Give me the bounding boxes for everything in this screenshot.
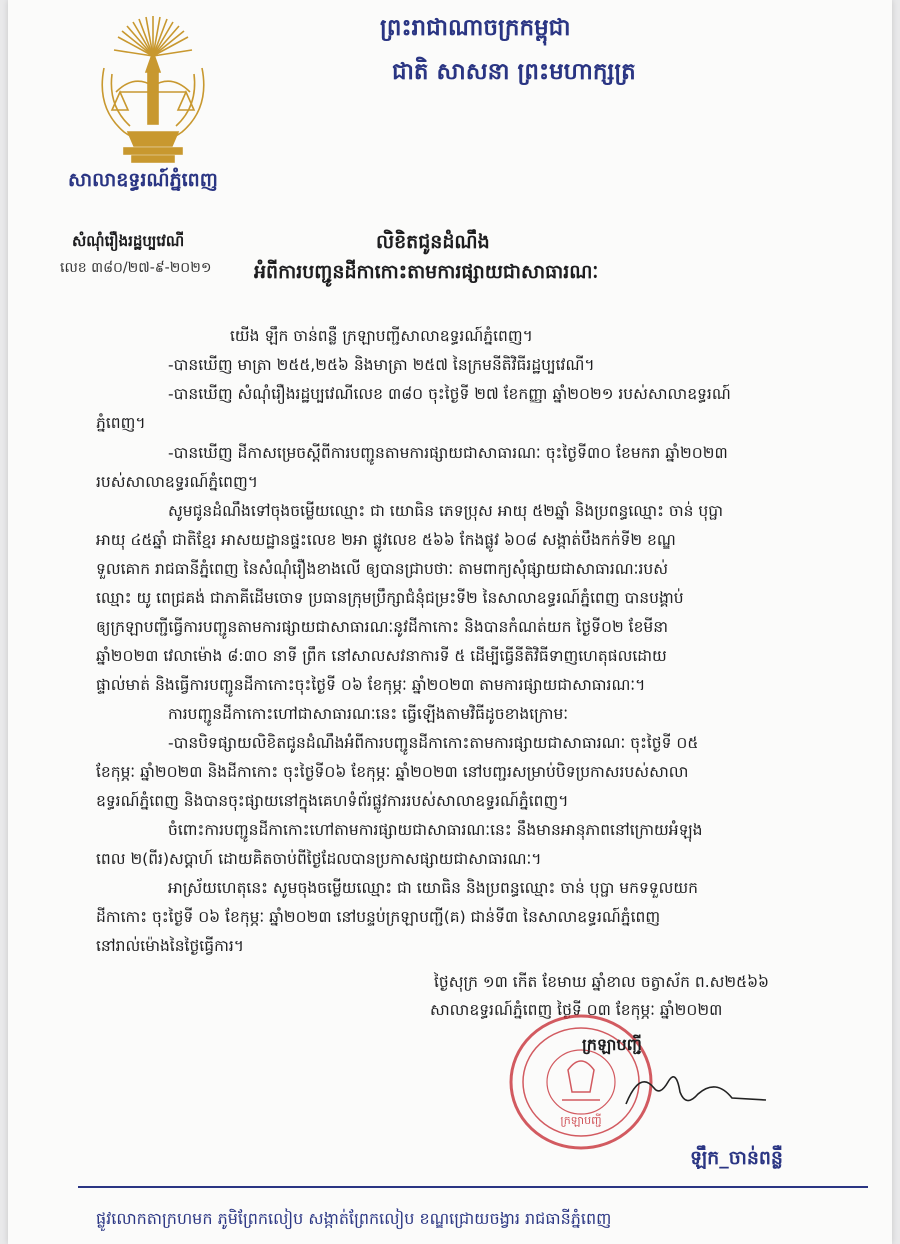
body-line: -បានឃើញ សំណុំរឿងរដ្ឋប្បវេណីលេខ ៣៨០ ចុះថ្ងៃទី ២៧ ខែកញ្ញា ឆ្នាំ២០២១ របស់សាលាឧទ្ធរណ៍ bbox=[168, 385, 731, 403]
footer-divider bbox=[78, 1186, 868, 1188]
body-line: ភ្នំពេញ។ bbox=[96, 414, 146, 432]
stamp-label: ក្រឡាបញ្ជី bbox=[560, 1114, 602, 1127]
body-line: ដីកាកោះ ចុះថ្ងៃទី ០៦ ខែកុម្ភៈ ឆ្នាំ២០២៣ នៅបន្ទប់ក្រឡាបញ្ជី(គ) ជាន់ទី៣ នៃសាលាឧទ្ធរណ៍ភ្នំពេញ bbox=[96, 908, 661, 926]
body-line: យើង ឡឹក ចាន់ពន្លឺ ក្រឡាបញ្ជីសាលាឧទ្ធរណ៍ភ្នំពេញ។ bbox=[230, 327, 533, 345]
footer-address: ផ្លូវលោកតាក្រហមក ភូមិព្រែកលៀប សង្កាត់ព្រែកលៀប ខណ្ឌជ្រោយចង្វារ រាជធានីភ្នំពេញ bbox=[96, 1209, 612, 1228]
document-page bbox=[8, 0, 892, 1244]
case-label: សំណុំរឿងរដ្ឋប្បវេណី bbox=[72, 232, 185, 250]
signatory-name: ឡឹក_ចាន់ពន្លឺ bbox=[690, 1147, 783, 1169]
body-line: -បានបិទផ្សាយលិខិតជូនដំណឹងអំពីការបញ្ជូនដីកាកោះតាមការផ្សាយជាសាធារណៈ ចុះថ្ងៃទី ០៥ bbox=[168, 734, 699, 752]
body-line: ឲ្យក្រឡាបញ្ជីធ្វើការបញ្ជូនតាមការផ្សាយជាសាធារណៈនូវដីកាកោះ និងបានកំណត់យក ថ្ងៃទី០២ ខែមីនា bbox=[96, 618, 669, 636]
handwritten-signature-icon bbox=[620, 1058, 770, 1118]
body-line: របស់សាលាឧទ្ធរណ៍ភ្នំពេញ។ bbox=[96, 473, 258, 491]
body-line: ការបញ្ជូនដីកាកោះហៅជាសាធារណៈនេះ ធ្វើឡើងតាមវិធីដូចខាងក្រោមៈ bbox=[168, 705, 569, 723]
case-number: លេខ ៣៨០/២៧-៩-២០២១ bbox=[60, 260, 212, 276]
body-line: អាយុ ៤៥ឆ្នាំ ជាតិខ្មែរ អាសយដ្ឋានផ្ទះលេខ ២អា ផ្លូវលេខ ៥៦៦ កែងផ្លូវ ៦០៨ សង្កាត់បឹងកក់ទី២ ខណ្ឌ bbox=[96, 531, 676, 549]
lunar-date: ថ្ងៃសុក្រ ១៣ កើត ខែមាឃ ឆ្នាំខាល ចត្វាស័ក ព.ស២៥៦៦ bbox=[434, 973, 770, 991]
court-crest-icon bbox=[94, 8, 212, 168]
body-line: អាស្រ័យហេតុនេះ សូមចុងចម្លើយឈ្មោះ ជា យោធិន និងប្រពន្ធឈ្មោះ ចាន់ បុប្ផា មកទទួលយក bbox=[168, 879, 698, 897]
document-subtitle: អំពីការបញ្ជូនដីកាកោះតាមការផ្សាយជាសាធារណៈ bbox=[254, 261, 599, 283]
body-line: ចំពោះការបញ្ជូនដីកាកោះហៅតាមការផ្សាយជាសាធារណៈនេះ នឹងមានអានុភាពនៅក្រោយអំឡុង bbox=[168, 821, 703, 839]
gregorian-date: សាលាឧទ្ធរណ៍ភ្នំពេញ ថ្ងៃទី ០៣ ខែកុម្ភៈ ឆ្នាំ២០២៣ bbox=[430, 1001, 723, 1019]
document-title: លិខិតជូនដំណឹង bbox=[376, 231, 490, 253]
body-line: ទួលគោក រាជធានីភ្នំពេញ នៃសំណុំរឿងខាងលើ ឲ្យបានជ្រាបថាៈ តាមពាក្យសុំផ្សាយជាសាធារណៈរបស់ bbox=[96, 560, 668, 578]
body-line: ពេល ២(ពីរ)សប្តាហ៍ ដោយគិតចាប់ពីថ្ងៃដែលបានប្រកាសផ្សាយជាសាធារណៈ។ bbox=[96, 850, 542, 868]
body-line: ផ្ទាល់មាត់ និងធ្វើការបញ្ជូនដីកាកោះចុះថ្ងៃទី ០៦ ខែកុម្ភៈ ឆ្នាំ២០២៣ តាមការផ្សាយជាសាធារណៈ។ bbox=[96, 676, 646, 694]
kingdom-heading: ព្រះរាជាណាចក្រកម្ពុជា bbox=[380, 15, 571, 41]
court-name: សាលាឧទ្ធរណ៍ភ្នំពេញ bbox=[68, 169, 218, 191]
signatory-title: ក្រឡាបញ្ជី bbox=[582, 1035, 642, 1054]
national-motto: ជាតិ សាសនា ព្រះមហាក្សត្រ bbox=[392, 59, 636, 85]
body-line: ឈ្មោះ យូ ពេជ្រគង់ ជាភាគីដើមចោទ ប្រធានក្រុមប្រឹក្សាជំនុំជម្រះទី២ នៃសាលាឧទ្ធរណ៍ភ្នំពេញ បានបង្គាប់ bbox=[96, 589, 684, 607]
body-line: នៅរាល់ម៉ោងនៃថ្ងៃធ្វើការ។ bbox=[96, 937, 244, 955]
body-line: ខែកុម្ភៈ ឆ្នាំ២០២៣ និងដីកាកោះ ចុះថ្ងៃទី០៦ ខែកុម្ភៈ ឆ្នាំ២០២៣ នៅបញ្ជរសម្រាប់បិទប្រកាសរបស់សាលា bbox=[96, 763, 689, 781]
body-line: -បានឃើញ ដីកាសម្រេចស្តីពីការបញ្ជូនតាមការផ្សាយជាសាធារណៈ ចុះថ្ងៃទី៣០ ខែមករា ឆ្នាំ២០២៣ bbox=[168, 444, 728, 462]
body-line: -បានឃើញ មាត្រា ២៥៥,២៥៦ និងមាត្រា ២៥៧ នៃក្រមនីតិវិធីរដ្ឋប្បវេណី។ bbox=[168, 356, 595, 374]
body-line: ឧទ្ធរណ៍ភ្នំពេញ និងបានចុះផ្សាយនៅក្នុងគេហទំព័រផ្លូវការរបស់សាលាឧទ្ធរណ៍ភ្នំពេញ។ bbox=[96, 792, 569, 810]
body-line: សូមជូនដំណឹងទៅចុងចម្លើយឈ្មោះ ជា យោធិន ភេទប្រុស អាយុ ៥២ឆ្នាំ និងប្រពន្ធឈ្មោះ ចាន់ បុប្ផា bbox=[168, 502, 723, 520]
body-line: ឆ្នាំ២០២៣ វេលាម៉ោង ៨:៣០ នាទី ព្រឹក នៅសាលសវនាការទី ៥ ដើម្បីធ្វើនីតិវិធីទាញហេតុផលដោយ bbox=[96, 647, 667, 665]
